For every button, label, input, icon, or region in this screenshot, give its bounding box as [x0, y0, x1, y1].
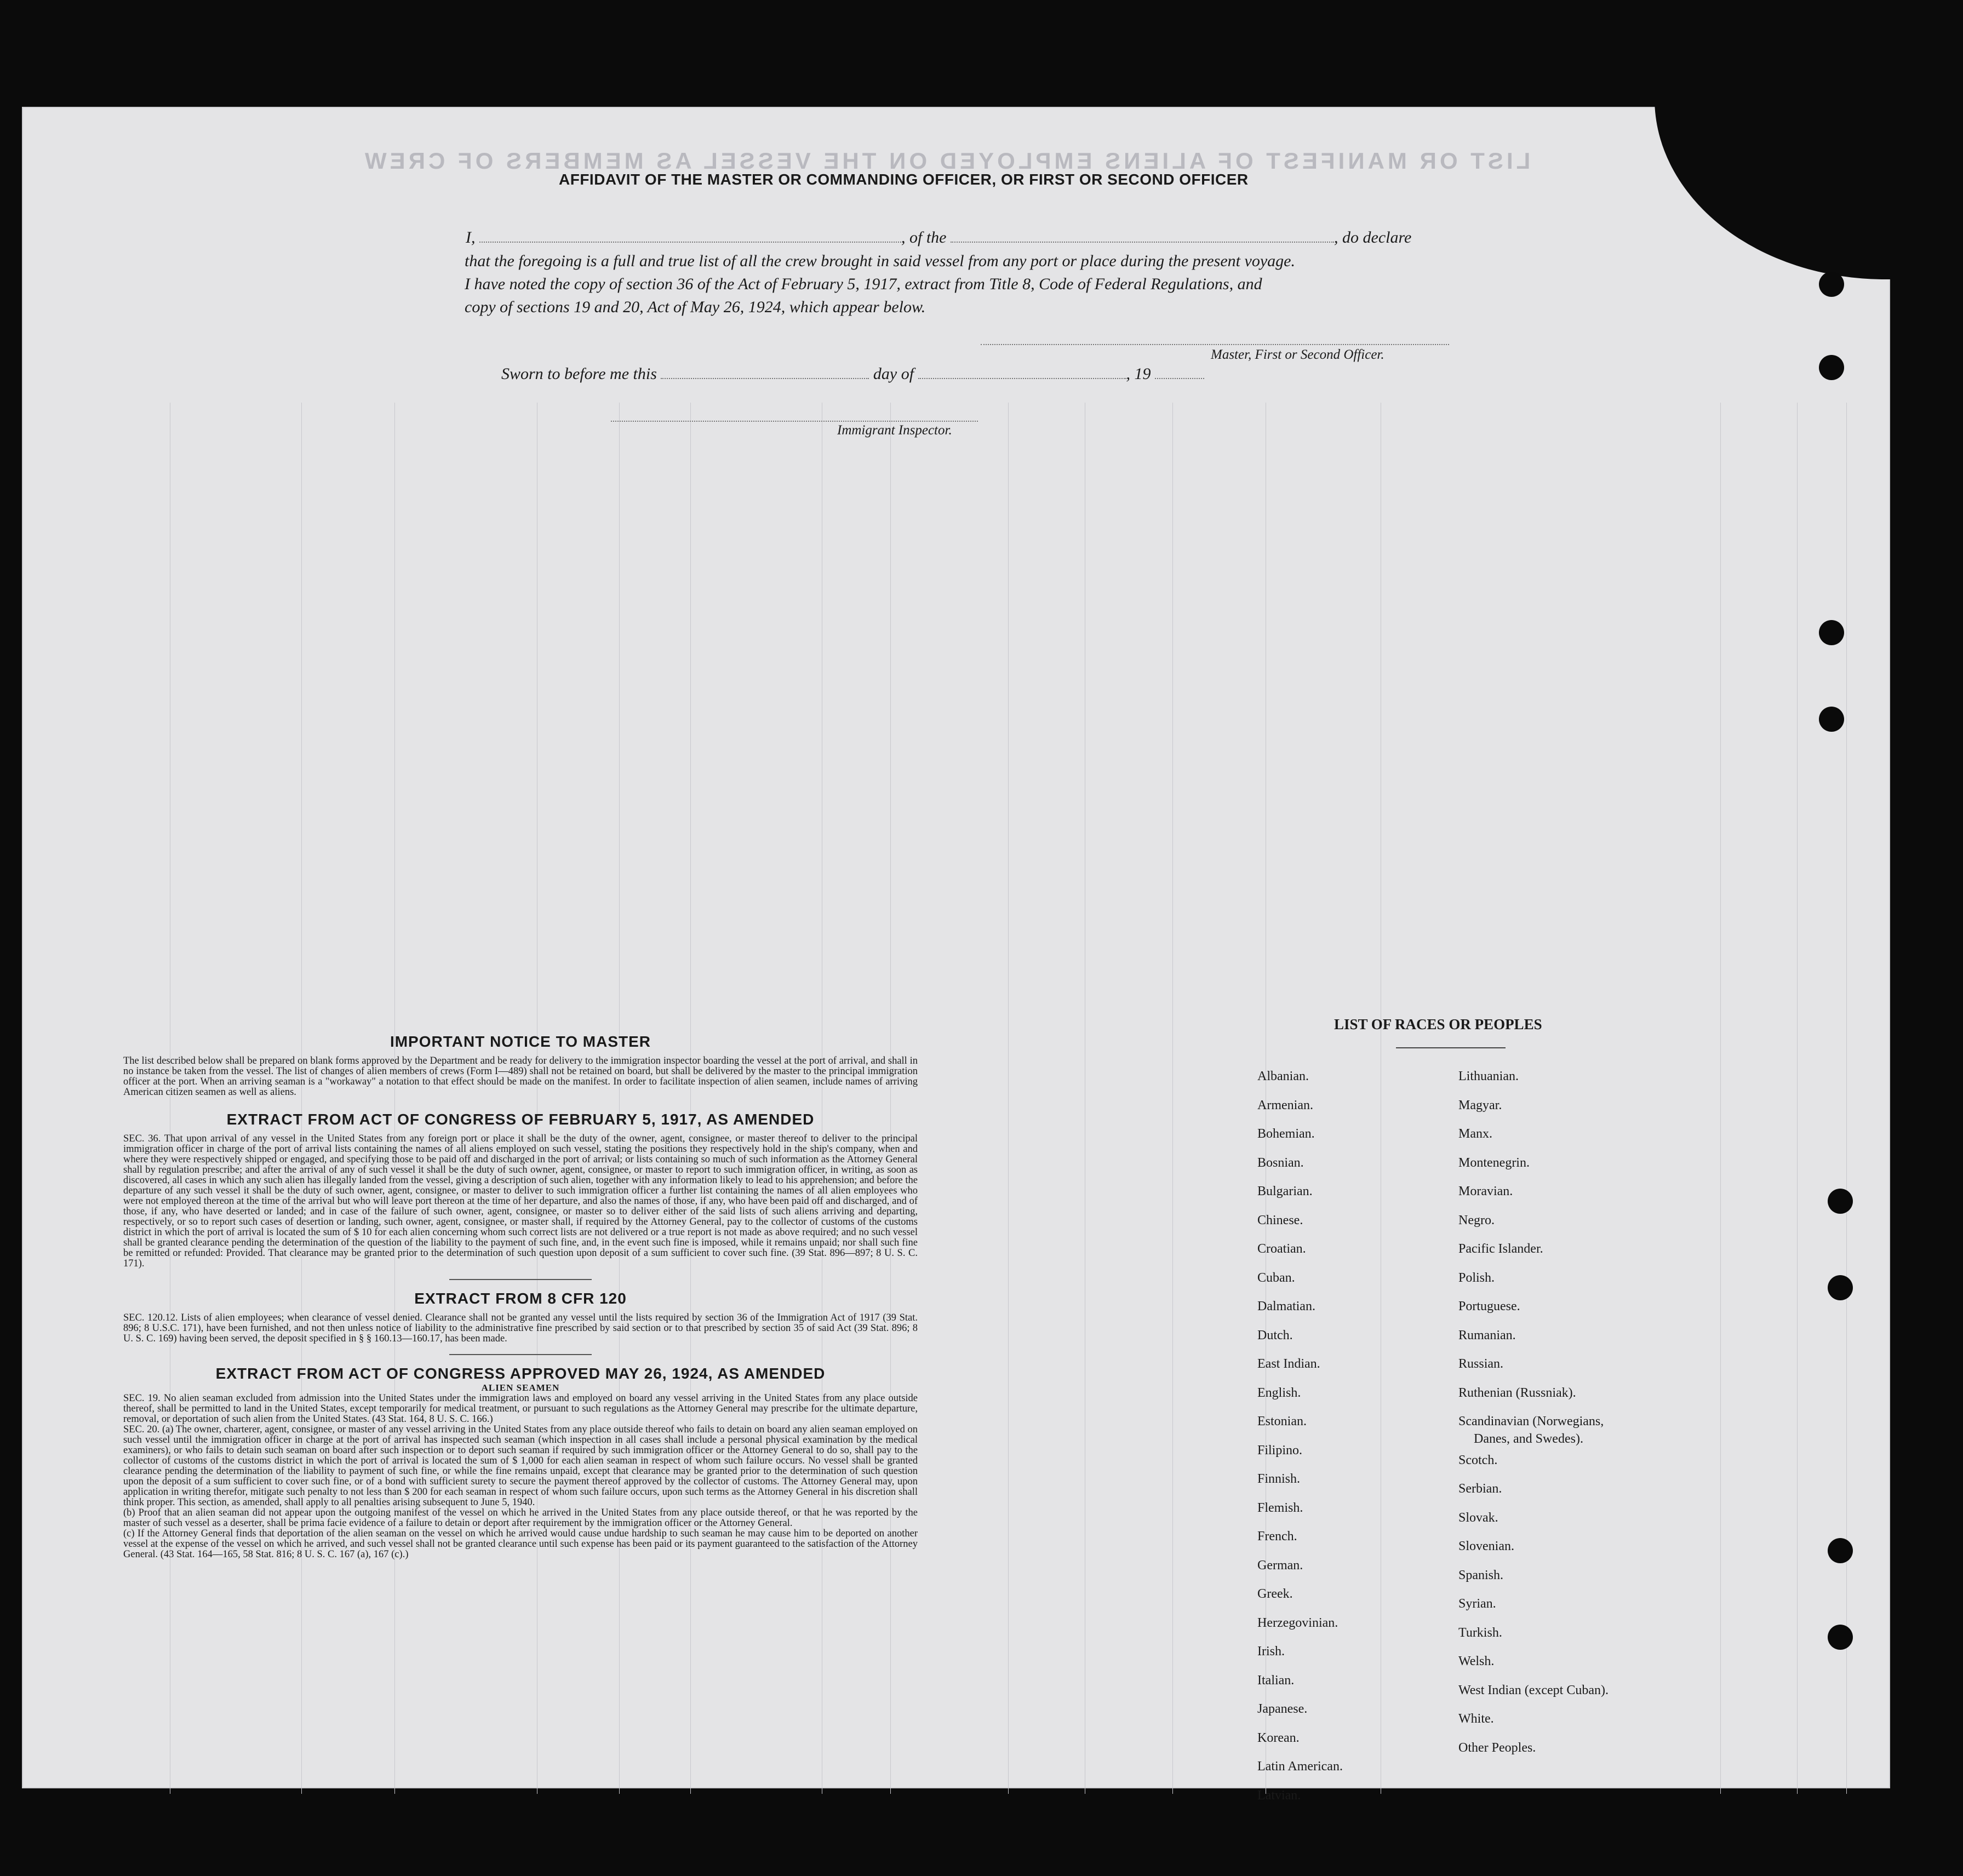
sworn-label: Sworn to before me this [501, 365, 657, 383]
affidavit-statement-2: I have noted the copy of section 36 of the Act of February 5, 1917, extract from Title 8, Code of Federal Regulations, and [465, 275, 1262, 293]
bleed-through-column-rule [1172, 403, 1173, 1794]
alien-seamen-subtitle: ALIEN SEAMEN [481, 1382, 560, 1393]
bleed-through-column-rule [1797, 403, 1798, 1794]
race-item: Japanese. [1257, 1702, 1308, 1716]
race-item: French. [1257, 1529, 1297, 1544]
races-title: LIST OF RACES OR PEOPLES [1334, 1016, 1542, 1032]
year-prefix: , 19 [1126, 365, 1151, 383]
section-divider [449, 1279, 592, 1280]
punch-hole [1828, 1538, 1853, 1563]
race-item: Finnish. [1257, 1472, 1301, 1486]
declarant-of-label: , of the [901, 228, 947, 246]
race-item: Welsh. [1458, 1654, 1495, 1668]
sworn-day-field[interactable] [661, 367, 869, 379]
sec-20c-body: (c) If the Attorney General finds that deportation of the alien seaman on the vessel on which he arrived would cause undue hardship to such seaman he may cause him to be deported on another vessel at the expense of the vessel on which he arrived, and such vessel shall not be granted clearance until such expense has been paid or its payment guaranteed to the satisfaction of the Attorney General. (43 Stat. 164—165, 58 Stat. 816; 8 U. S. C. 167 (a), 167 (c).) [123, 1528, 918, 1560]
notice-title: IMPORTANT NOTICE TO MASTER [390, 1033, 651, 1050]
race-item: Russian. [1458, 1357, 1504, 1371]
inspector-signature-field[interactable] [611, 421, 978, 422]
race-item: Estonian. [1257, 1414, 1307, 1428]
race-item: Magyar. [1458, 1098, 1502, 1112]
extract-1917-title: EXTRACT FROM ACT OF CONGRESS OF FEBRUARY 5, 1917, AS AMENDED [226, 1111, 815, 1128]
races-title-rule [1396, 1047, 1506, 1048]
race-item: Bosnian. [1257, 1155, 1304, 1170]
race-item: English. [1257, 1385, 1301, 1400]
race-item: Croatian. [1257, 1242, 1306, 1256]
race-item: Moravian. [1458, 1184, 1513, 1198]
day-of-label: day of [873, 365, 914, 383]
punch-hole [1819, 620, 1844, 645]
affidavit-statement-3: copy of sections 19 and 20, Act of May 26, 1924, which appear below. [465, 298, 926, 316]
master-signature-field[interactable] [981, 344, 1449, 345]
race-item: Latin American. [1257, 1759, 1343, 1774]
race-item: Other Peoples. [1458, 1740, 1536, 1755]
declarant-prefix: I, [466, 228, 476, 246]
extract-cfr-body: SEC. 120.12. Lists of alien employees; when clearance of vessel denied. Clearance shall not be granted any vessel until the lists required by section 36 of the Immigration Act of 1917 (39 Stat. 896; 8 U.S.C. 171), have been furnished, and not then unless notice of liability to the administrative fine prescribed by said section or to that prescribed by section 35 of said Act (39 Stat. 896; 8 U. S. C. 169) having been served, the deposit specified in § § 160.13—160.17, has been made. [123, 1312, 918, 1344]
sec-20a-body: SEC. 20. (a) The owner, charterer, agent, consignee, or master of any vessel arriving in the United States from any place outside thereof who fails to detain on board any alien seaman employed on such vessel until the immigration officer in charge at the port of arrival has inspected such seaman (which inspection in all cases shall include a personal physical examination by the medical examiners), or who fails to detain such seaman on board after such inspection or to deport such seaman if required by such immigration officer or the Attorney General to do so, shall pay to the collector of customs of the customs district in which the port of arrival is located the sum of $ 1,000 for each alien seaman in respect of whom such failure occurs. No vessel shall be granted clearance pending the determination of the liability to payment of such fine, or while the fine remains unpaid, except that clearance may be granted prior to the determination of such question upon the deposit of a sum sufficient to cover such fine, or of a bond with sufficient surety to secure the payment thereof approved by the collector of customs. The Attorney General may, upon application in writing therefor, mitigate such penalty to not less than $ 200 for each seaman in respect of whom such failure occurs, upon such terms as the Attorney General in his discretion shall think proper. This section, as amended, shall apply to all penalties arising subsequent to June 5, 1940. [123, 1424, 918, 1508]
race-item: Filipino. [1257, 1443, 1303, 1458]
race-item: Irish. [1257, 1644, 1285, 1659]
race-item: East Indian. [1257, 1357, 1320, 1371]
punch-hole [1819, 272, 1844, 297]
race-item: Flemish. [1257, 1500, 1303, 1515]
race-item: Dalmatian. [1257, 1299, 1315, 1313]
race-item: Polish. [1458, 1270, 1495, 1285]
sworn-month-field[interactable] [918, 367, 1126, 379]
punch-hole [1819, 707, 1844, 732]
race-item: Danes, and Swedes). [1474, 1432, 1583, 1446]
vessel-name-field[interactable] [951, 231, 1334, 243]
race-item: Negro. [1458, 1213, 1495, 1227]
race-item: Dutch. [1257, 1328, 1293, 1343]
bleed-through-column-rule [1720, 403, 1721, 1794]
race-item: Bohemian. [1257, 1127, 1315, 1141]
race-item: Ruthenian (Russniak). [1458, 1385, 1576, 1400]
extract-cfr-title: EXTRACT FROM 8 CFR 120 [414, 1290, 627, 1307]
bleed-through-column-rule [1846, 403, 1847, 1794]
race-item: Portuguese. [1458, 1299, 1520, 1313]
affidavit-statement-1: that the foregoing is a full and true list of all the crew brought in said vessel from any port or place during the present voyage. [465, 252, 1295, 270]
declarant-line [466, 228, 1411, 247]
extract-1917-body: SEC. 36. That upon arrival of any vessel in the United States from any foreign port or place it shall be the duty of the owner, agent, consignee, or master thereof to deliver to the principal immigration officer in charge of the port of arrival lists containing the names of all aliens employed on such vessel, stating the positions they respectively hold in the ship's company, when and where they were respectively shipped or engaged, and specifying those to be paid off and discharged in the port of arrival; or lists containing so much of such information as the Attorney General shall by regulation prescribe; and after the arrival of any of such vessel it shall be the duty of such owner, agent, consignee, or master to report to such immigration officer, in writing, as soon as discovered, all cases in which any such alien has illegally landed from the vessel, giving a description of such alien, together with any information likely to lead to his apprehension; and before the departure of any such vessel it shall be the duty of such owner, agent, consignee, or master to deliver to such immigration officer a further list containing the names of all alien employees who were not employed thereon at the time of the arrival but who will leave port thereon at the time of her departure, and also the names of those, if any, who have been paid off and discharged, and of those, if any, who have deserted or landed; and in case of the failure of such owner, agent, consignee, or master so to deliver either of the said lists of such aliens arriving and departing, respectively, or so to report such cases of desertion or landing, such owner, agent, consignee, or master shall, if required by the Attorney General, pay to the collector of customs of the customs district in which the port of arrival is located the sum of $ 10 for each alien concerning whom such correct lists are not delivered or a true report is not made as above required; and no such vessel shall be granted clearance pending the determination of the question of the liability to the payment of such fine, and, in the event such fine is imposed, while it remains unpaid; nor shall such fine be remitted or refunded: Provided. That clearance may be granted prior to the determination of such question upon deposit of a sum sufficient to cover such fine. (39 Stat. 896—897; 8 U. S. C. 171). [123, 1133, 918, 1269]
race-item: Rumanian. [1458, 1328, 1516, 1343]
punch-hole [1828, 1625, 1853, 1650]
race-item: Latvian. [1257, 1788, 1301, 1803]
race-item: Syrian. [1458, 1597, 1496, 1611]
sec-20b-body: (b) Proof that an alien seaman did not appear upon the outgoing manifest of the vessel on which he arrived in the United States from any place outside thereof, or that he was reported by the master of such vessel as a deserter, shall be prima facie evidence of a failure to detain or deport after requirement by the immigration officer or the Attorney General. [123, 1507, 918, 1529]
legal-notices [123, 1033, 918, 1560]
race-item: Serbian. [1458, 1482, 1502, 1496]
race-item: Scotch. [1458, 1453, 1498, 1467]
punch-hole [1828, 1275, 1853, 1300]
race-item: Chinese. [1257, 1213, 1303, 1227]
race-item: Greek. [1257, 1587, 1293, 1601]
officer-name-field[interactable] [479, 231, 901, 243]
race-item: Turkish. [1458, 1625, 1502, 1640]
race-item: Albanian. [1257, 1069, 1309, 1083]
race-item: Lithuanian. [1458, 1069, 1519, 1083]
race-item: Spanish. [1458, 1568, 1504, 1582]
race-item: Scandinavian (Norwegians, [1458, 1414, 1604, 1428]
race-item: White. [1458, 1712, 1494, 1726]
punch-hole [1828, 1189, 1853, 1214]
race-item: Pacific Islander. [1458, 1242, 1543, 1256]
sec-19-body: SEC. 19. No alien seaman excluded from admission into the United States under the immigration laws and employed on board any vessel arriving in the United States from any place outside thereof, shall be permitted to land in the United States, except temporarily for medical treatment, or pursuant to such regulations as the Attorney General may prescribe for the ultimate departure, removal, or deportation of such alien from the United States. (43 Stat. 164, 8 U. S. C. 166.) [123, 1393, 918, 1425]
race-item: Slovenian. [1458, 1539, 1514, 1553]
sworn-year-field[interactable] [1155, 367, 1204, 379]
master-signature-caption: Master, First or Second Officer. [1211, 347, 1384, 362]
race-item: Herzegovinian. [1257, 1615, 1338, 1630]
affidavit-title: AFFIDAVIT OF THE MASTER OR COMMANDING OFFICER, OR FIRST OR SECOND OFFICER [559, 171, 1249, 188]
race-item: Armenian. [1257, 1098, 1313, 1112]
declare-label: , do declare [1334, 228, 1412, 246]
section-divider [449, 1354, 592, 1355]
race-item: Korean. [1257, 1730, 1300, 1745]
bleed-through-title: LIST OR MANIFEST OF ALIENS EMPLOYED ON THE VESSEL AS MEMBERS OF CREW [362, 148, 1531, 174]
extract-1924-title: EXTRACT FROM ACT OF CONGRESS APPROVED MAY 26, 1924, AS AMENDED [215, 1365, 826, 1382]
punch-hole [1819, 355, 1844, 380]
inspector-signature-caption: Immigrant Inspector. [837, 423, 952, 438]
race-item: Slovak. [1458, 1510, 1498, 1525]
bleed-through-column-rule [1008, 403, 1009, 1794]
race-item: Montenegrin. [1458, 1155, 1530, 1170]
race-item: Bulgarian. [1257, 1184, 1313, 1198]
race-item: Manx. [1458, 1127, 1492, 1141]
race-item: Italian. [1257, 1673, 1295, 1688]
notice-body: The list described below shall be prepared on blank forms approved by the Department and be ready for delivery to the immigration inspector boarding the vessel at the port of arrival, and shall in no instance be taken from the vessel. The list of changes of alien members of crews (Form I—489) shall not be retained on board, but shall be delivered by the master to the principal immigration officer at the port. When an arriving seaman is a "workaway" a notation to that effect should be made on the manifest. In order to facilitate inspection of alien seamen, include names of arriving American citizen seamen as well as aliens. [123, 1055, 918, 1098]
race-item: West Indian (except Cuban). [1458, 1683, 1609, 1697]
race-item: Cuban. [1257, 1270, 1295, 1285]
sworn-line [501, 365, 1204, 383]
race-item: German. [1257, 1558, 1303, 1573]
